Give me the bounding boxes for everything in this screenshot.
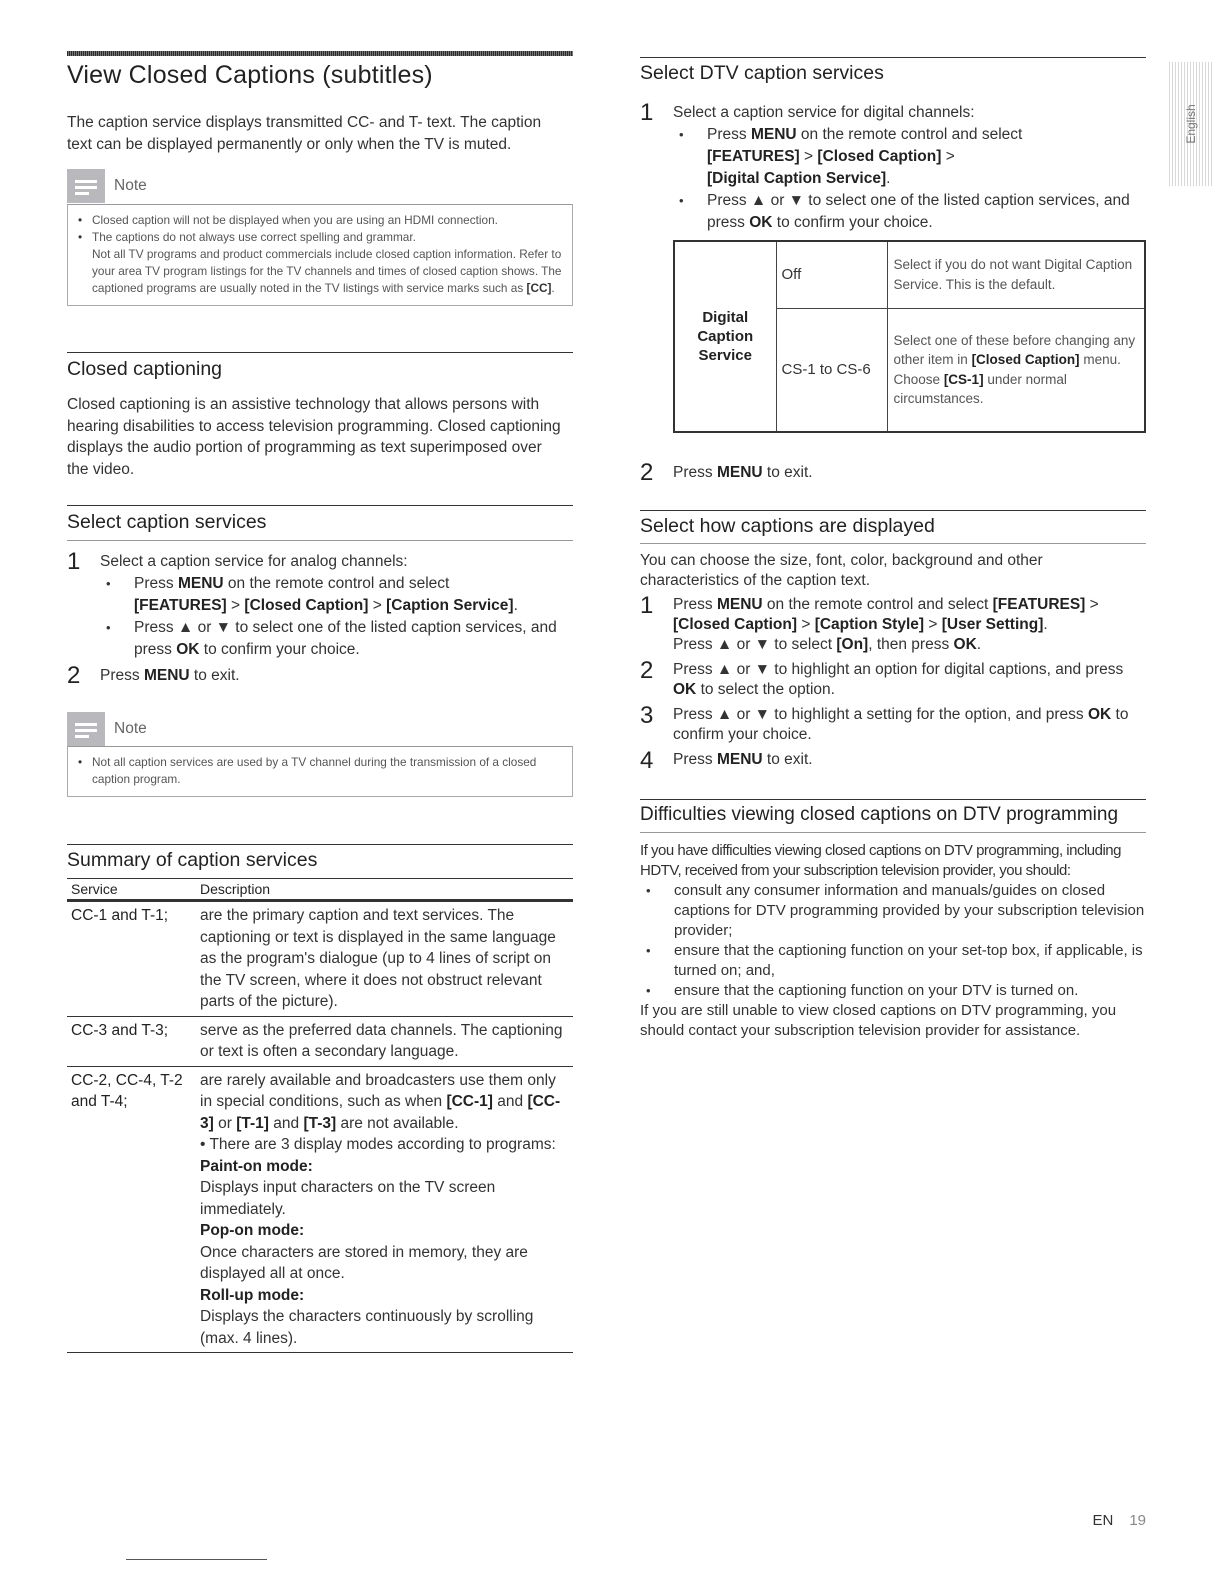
- divider: [640, 510, 1146, 511]
- col-description: Description: [200, 881, 271, 897]
- step-1-bullet: • Press MENU on the remote control and select [FEATURES] > [Closed Caption] > [Digital Caption Service].: [673, 124, 1146, 190]
- table-header-row: [67, 879, 573, 901]
- step-1: 1 Select a caption service for analog channels: • Press MENU on the remote control and select [FEATURES] > [Closed Caption] > [Caption Service]. • Press ▲ or ▼ to select one of the listed caption services, and press OK to confirm your choice.: [67, 551, 573, 661]
- table-row: [67, 1016, 573, 1066]
- service-cell: CC-3 and T-3;: [71, 1021, 169, 1039]
- dtv-table: [673, 240, 1146, 433]
- note-icon: [67, 169, 105, 203]
- roll-up-title: Roll-up mode:: [200, 1286, 305, 1304]
- table-row: [67, 1066, 573, 1353]
- difficulties-bullet: • ensure that the captioning function on your DTV is turned on.: [640, 981, 1146, 1001]
- summary-table: [67, 879, 573, 1353]
- closed-captioning-text: Closed captioning is an assistive technology that allows persons with hearing disabilities to access television programming. Closed captioning displays the audio portion of programming as text superimposed over the video.: [67, 396, 561, 478]
- view-cc-intro: The caption service displays transmitted CC- and T- text. The caption text can be displayed permanently or only when the TV is muted.: [67, 114, 542, 153]
- step-4: 4 Press MENU to exit.: [640, 747, 813, 774]
- difficulties-intro: If you have difficulties viewing closed captions on DTV programming, including HDTV, received from your subscription television provider, you should:: [640, 842, 1121, 879]
- option-off-desc: Select if you do not want Digital Caption Service. This is the default.: [887, 241, 1145, 308]
- view-cc-title: View Closed Captions (subtitles): [67, 61, 433, 89]
- table-row: [67, 901, 573, 1017]
- select-caption-steps: [67, 548, 573, 689]
- option-off: Off: [776, 241, 887, 308]
- divider: [67, 505, 573, 506]
- how-displayed-title: Select how captions are displayed: [640, 515, 935, 537]
- divider: [640, 543, 1146, 544]
- description-cell: are rarely available and broadcasters use them only in special conditions, such as when [CC-1] and [CC-3] or [T-1] and [T-3] are not available. • There are 3 display modes according to programs: Paint-on mode: Displays input characters on the TV screen immediately. Pop-on mode: Once characters are stored in memory, they are displayed all at once. Roll-up mode: Displays the characters continuously by scrolling (max. 4 lines).: [200, 1071, 561, 1347]
- summary-title: Summary of caption services: [67, 849, 318, 871]
- note-2-list: [67, 746, 573, 797]
- language-tab: English: [1169, 62, 1213, 186]
- note-1-extra: Not all TV programs and product commercials include closed caption information. Refer to your area TV program listings for the TV channels and times of closed caption shows. The captioned programs are usually noted in the TV listings with service marks such as [CC].: [92, 247, 562, 295]
- bottom-rule: [126, 1559, 267, 1560]
- step-1-bullet: • Press ▲ or ▼ to select one of the listed caption services, and press OK to confirm your choice.: [100, 617, 573, 661]
- difficulties-title: Difficulties viewing closed captions on DTV programming: [640, 804, 1119, 825]
- note-1-item: • The captions do not always use correct spelling and grammar.: [76, 229, 564, 246]
- dtv-table-head: Digital Caption Service: [674, 241, 776, 432]
- closed-captioning-title: Closed captioning: [67, 358, 223, 380]
- page-footer: [1092, 1512, 1146, 1529]
- table-row: [674, 241, 1145, 308]
- divider: [640, 799, 1146, 800]
- paint-on-title: Paint-on mode:: [200, 1157, 313, 1175]
- dtv-title: Select DTV caption services: [640, 62, 884, 84]
- option-cs: CS-1 to CS-6: [776, 308, 887, 432]
- note-1-list: [67, 204, 573, 306]
- select-caption-title: Select caption services: [67, 511, 267, 533]
- note-2-item: • Not all caption services are used by a TV channel during the transmission of a closed caption program.: [76, 754, 564, 788]
- note-1-item: • Closed caption will not be displayed when you are using an HDMI connection.: [76, 212, 564, 229]
- difficulties-body: [640, 841, 1146, 1041]
- service-cell: CC-1 and T-1;: [71, 907, 169, 924]
- note-icon: [67, 712, 105, 746]
- service-cell: CC-2, CC-4, T-2 and T-4;: [71, 1071, 183, 1110]
- note-1: [67, 169, 573, 306]
- page-number: 19: [1129, 1512, 1146, 1529]
- col-service: Service: [71, 881, 118, 897]
- step-1-bullet: • Press ▲ or ▼ to select one of the listed caption services, and press OK to confirm your choice.: [673, 190, 1146, 234]
- difficulties-outro: If you are still unable to view closed captions on DTV programming, you should contact your subscription television provider for assistance.: [640, 1002, 1117, 1039]
- step-3: 3 Press ▲ or ▼ to highlight a setting for the option, and press OK to confirm your choice.: [640, 702, 1129, 743]
- description-cell: are the primary caption and text services. The captioning or text is displayed in the same language as the program's dialogue (up to 4 lines of script on the TV screen, where it does not obstruct relevant parts of the picture).: [200, 907, 556, 1010]
- dtv-steps: [640, 99, 1146, 234]
- divider: [640, 832, 1146, 833]
- divider: [67, 540, 573, 541]
- divider: [67, 352, 573, 353]
- step-1: 1 Press MENU on the remote control and select [FEATURES] > [Closed Caption] > [Caption Style] > [User Setting]. Press ▲ or ▼ to select [On], then press OK.: [640, 592, 1099, 653]
- description-cell: serve as the preferred data channels. The captioning or text is often a secondary language.: [200, 1021, 563, 1060]
- how-displayed-intro: You can choose the size, font, color, background and other characteristics of the caption text.: [640, 552, 1043, 589]
- step-1-bullet: • Press MENU on the remote control and select [FEATURES] > [Closed Caption] > [Caption Service].: [100, 573, 573, 617]
- note-label: Note: [114, 720, 147, 737]
- divider: [67, 844, 573, 845]
- step-1: 1 Select a caption service for digital channels: • Press MENU on the remote control and select [FEATURES] > [Closed Caption] > [Digital Caption Service]. • Press ▲ or ▼ to select one of the listed caption services, and press OK to confirm your choice.: [640, 102, 1146, 234]
- note-2: [67, 712, 573, 797]
- section-top-bar: [67, 51, 573, 56]
- step-1-text: Select a caption service for digital channels:: [673, 104, 975, 121]
- option-cs-desc: Select one of these before changing any other item in [Closed Caption] menu. Choose [CS-1] under normal circumstances.: [887, 308, 1145, 432]
- divider: [640, 57, 1146, 58]
- step-2: 2 Press MENU to exit.: [67, 662, 240, 689]
- step-2: 2 Press ▲ or ▼ to highlight an option for digital captions, and press OK to select the option.: [640, 657, 1124, 698]
- footer-lang: EN: [1092, 1512, 1114, 1529]
- dtv-step-2: 2 Press MENU to exit.: [640, 459, 813, 486]
- note-label: Note: [114, 177, 147, 194]
- difficulties-bullet: • consult any consumer information and manuals/guides on closed captions for DTV programming provided by your subscription television provider;: [640, 881, 1146, 941]
- how-displayed-steps: [640, 592, 1146, 774]
- step-1-text: Select a caption service for analog channels:: [100, 553, 408, 570]
- pop-on-title: Pop-on mode:: [200, 1222, 305, 1239]
- difficulties-bullet: • ensure that the captioning function on your set-top box, if applicable, is turned on; and,: [640, 941, 1146, 981]
